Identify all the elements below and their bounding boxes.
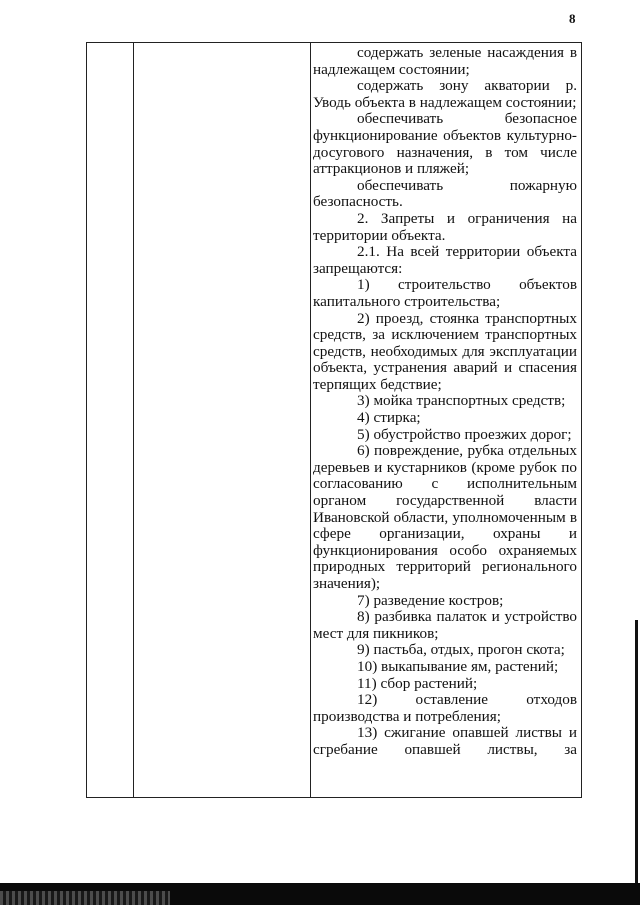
paragraph: 7) разведение костров; bbox=[357, 591, 504, 609]
document-table bbox=[86, 42, 582, 798]
paragraph: обеспечивать безопасное функционирование объектов культурно-досугового назначения, в том числе аттракционов и пляжей; bbox=[313, 110, 577, 178]
paragraph: 8) разбивка палаток и устройство мест для пикников; bbox=[313, 608, 577, 642]
paragraph: 3) мойка транспортных средств; bbox=[357, 392, 566, 410]
paragraph: содержать зону акватории р. Уводь объекта в надлежащем состоянии; bbox=[313, 77, 577, 111]
scan-border-band bbox=[0, 883, 640, 905]
paragraph: 13) сжигание опавшей листвы и сгребание опавшей листвы, за bbox=[313, 724, 577, 758]
paragraph: 1) строительство объектов капитального строительства; bbox=[313, 276, 577, 310]
paragraph: 2) проезд, стоянка транспортных средств, за исключением транспортных средств, необходимых для эксплуатации объекта, устранения аварий и спасения терпящих бедствие; bbox=[313, 309, 577, 393]
column-divider bbox=[310, 43, 311, 797]
paragraph: 2.1. На всей территории объекта запрещаются: bbox=[313, 243, 577, 277]
paragraph: 5) обустройство проезжих дорог; bbox=[357, 425, 572, 443]
paragraph: 4) стирка; bbox=[357, 409, 421, 427]
paragraph: 12) оставление отходов производства и потребления; bbox=[313, 691, 577, 725]
scan-noise bbox=[0, 891, 170, 905]
paragraph: 10) выкапывание ям, растений; bbox=[357, 657, 559, 675]
page-number: 8 bbox=[569, 11, 576, 26]
scan-edge bbox=[635, 620, 638, 905]
column-divider bbox=[133, 43, 134, 797]
paragraph: 9) пастьба, отдых, прогон скота; bbox=[357, 641, 565, 659]
paragraph: обеспечивать пожарную безопасность. bbox=[313, 176, 577, 211]
paragraph: 11) сбор растений; bbox=[357, 674, 478, 692]
paragraph: содержать зеленые насаждения в надлежащем состоянии; bbox=[313, 44, 577, 78]
paragraph: 6) повреждение, рубка отдельных деревьев и кустарников (кроме рубок по согласованию с исполнительным органом государственной власти Ивановской области, уполномоченным в сфере организации, охраны и функционирования особо охраняемых природных территорий регионального значения); bbox=[313, 442, 577, 592]
paragraph: 2. Запреты и ограничения на территории объекта. bbox=[313, 209, 577, 244]
table-cell-text bbox=[313, 45, 577, 759]
